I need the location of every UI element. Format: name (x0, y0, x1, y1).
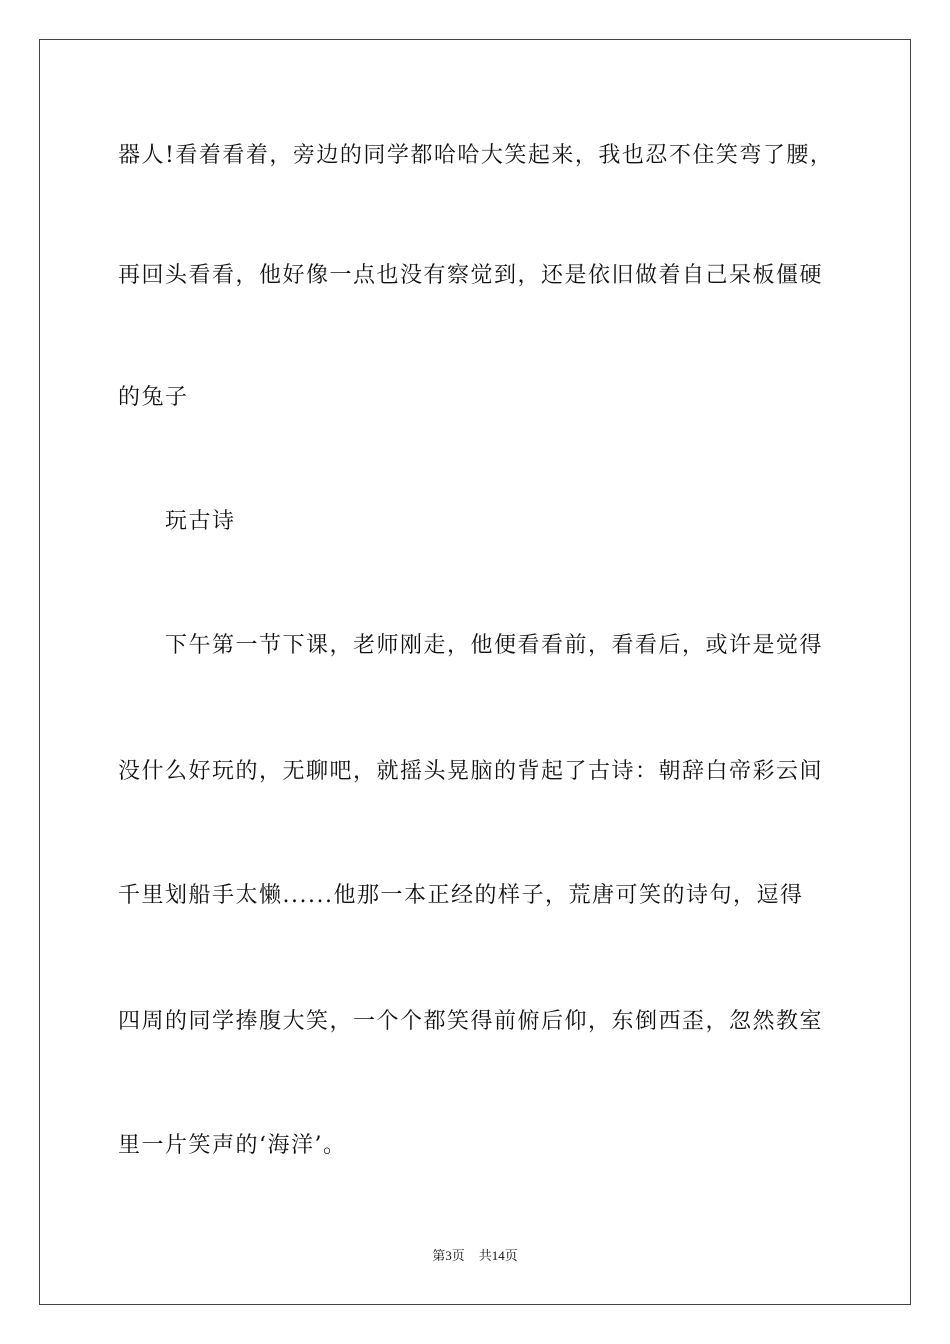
body-text-line-2: 再回头看看，他好像一点也没有察觉到，还是依旧做着自己呆板僵硬 (118, 263, 824, 288)
section-heading: 玩古诗 (165, 509, 236, 534)
body-text-line-8: 里一片笑声的‘海洋’。 (118, 1133, 347, 1158)
body-text-line-7: 四周的同学捧腹大笑，一个个都笑得前俯后仰，东倒西歪，忽然教室 (118, 1009, 824, 1034)
page-border (39, 39, 911, 1305)
body-text-line-3: 的兔子 (118, 385, 189, 410)
body-text-line-6: 千里划船手太懒......他那一本正经的样子，荒唐可笑的诗句，逗得 (118, 883, 804, 908)
page-number: 第3页 (432, 1248, 465, 1263)
page-footer (0, 1248, 950, 1264)
page-total: 共14页 (478, 1248, 518, 1263)
body-text-line-5: 没什么好玩的，无聊吧，就摇头晃脑的背起了古诗：朝辞白帝彩云间 (118, 759, 824, 784)
body-text-line-4: 下午第一节下课，老师刚走，他便看看前，看看后，或许是觉得 (165, 633, 824, 658)
body-text-line-1: 器人!看着看着，旁边的同学都哈哈大笑起来，我也忍不住笑弯了腰， (118, 143, 834, 168)
